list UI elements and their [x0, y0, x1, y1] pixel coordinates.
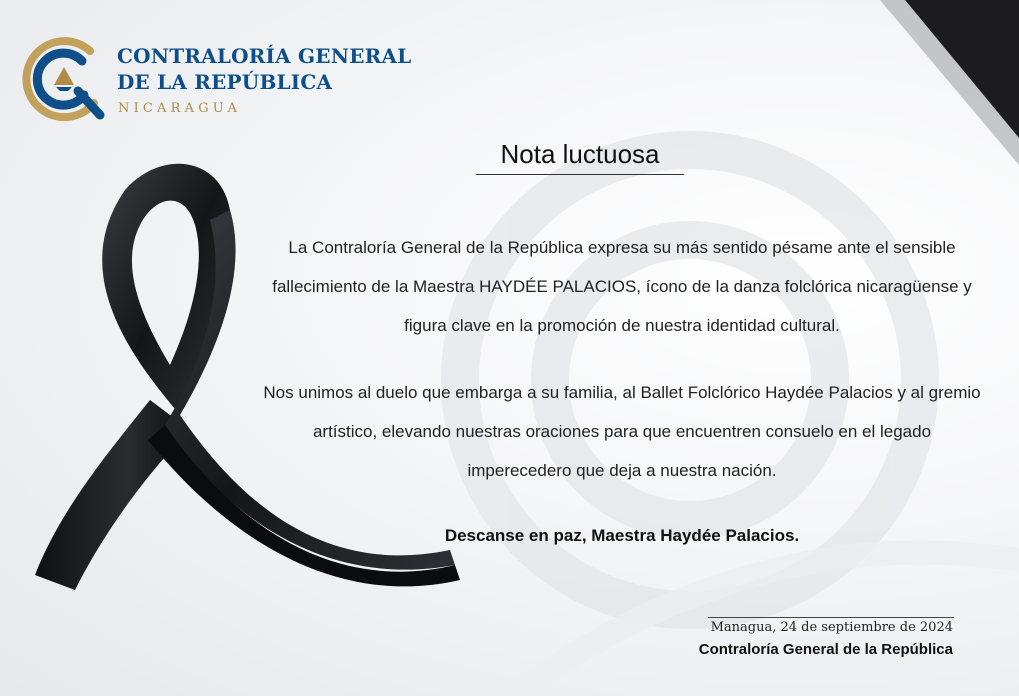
cgr-logo	[20, 33, 412, 125]
signing-organization: Contraloría General de la República	[698, 641, 953, 658]
closing-line: Descanse en paz, Maestra Haydée Palacios.	[444, 526, 800, 545]
condolence-paragraph-1: La Contraloría General de la República expresa su más sentido pésame ante el sensible fallecimiento de la Maestra HAYDÉE PALACIOS, ícono de la danza folclórica nicaragüense y figura clave en la promoción de nuestra identidad cultural.	[272, 238, 972, 335]
condolence-paragraph-2: Nos unimos al duelo que embarga a su familia, al Ballet Folclórico Haydée Palacios y al gremio artístico, elevando nuestras oraciones para que encuentren consuelo en el legado imperecedero que deja a nuestra nación.	[263, 383, 981, 480]
logo-title-line1: CONTRALORÍA GENERAL	[117, 44, 412, 68]
document-title: Nota luctuosa	[500, 139, 660, 169]
logo-country: NICARAGUA	[118, 101, 242, 116]
cgr-seal-icon	[20, 33, 106, 125]
place-date: Managua, 24 de septiembre de 2024	[710, 620, 953, 635]
logo-title-line2: DE LA REPÚBLICA	[117, 70, 333, 94]
signature-rule	[708, 617, 954, 618]
title-underline	[476, 174, 684, 175]
